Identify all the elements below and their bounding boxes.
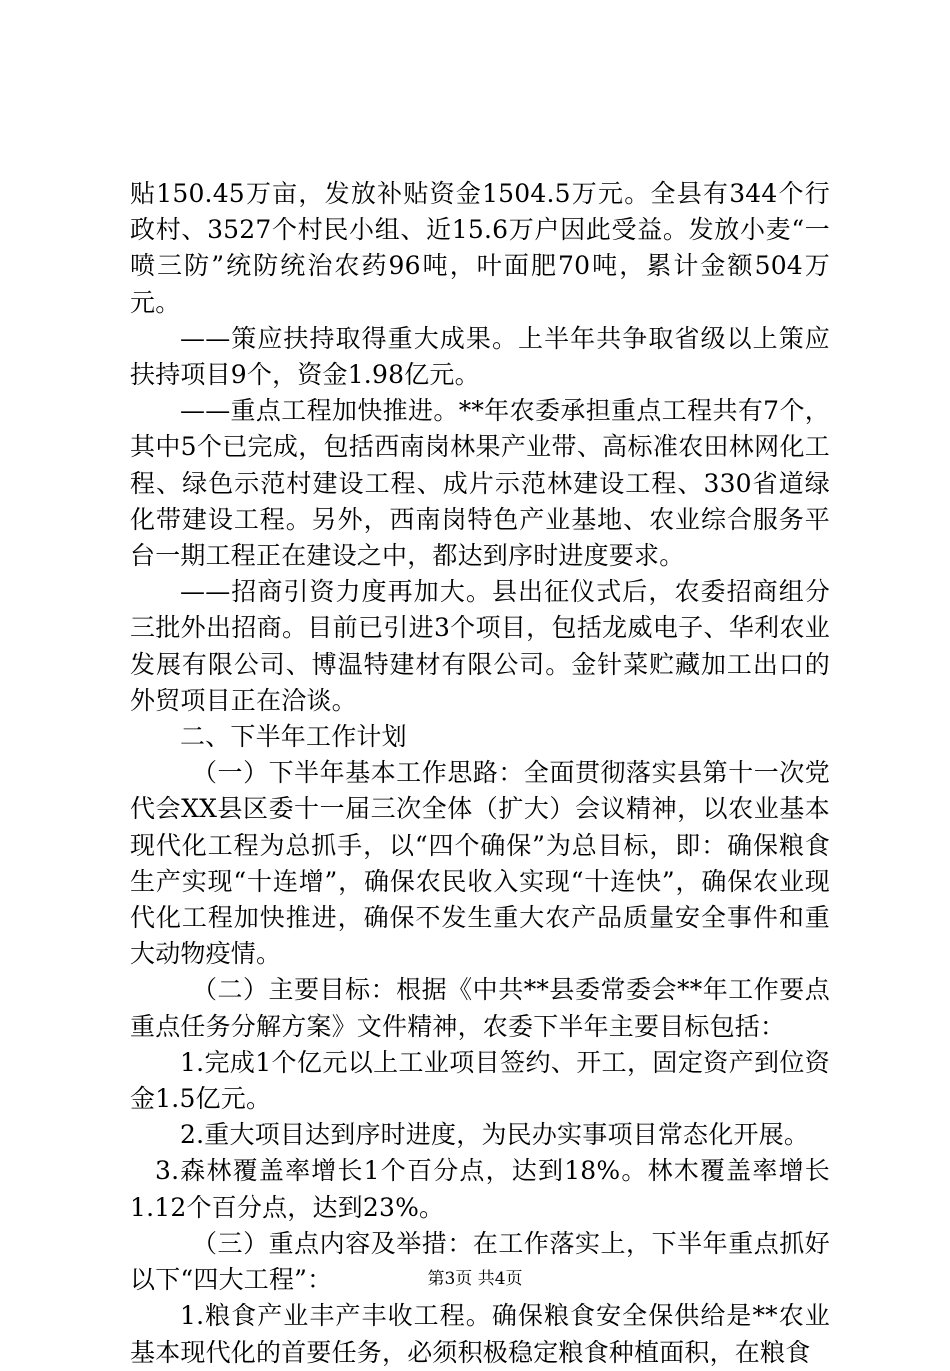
section-heading-2: 二、下半年工作计划 (180, 722, 407, 752)
paragraph-2: ——策应扶持取得重大成果。上半年共争取省级以上策应扶持项目9个，资金1.98亿元。 (130, 323, 830, 390)
paragraph-key-measures: （三）重点内容及举措：在工作落实上，下半年重点抓好以下“四大工程”： (130, 1228, 830, 1295)
list-item-goal-3: 3.森林覆盖率增长1个百分点，达到18%。林木覆盖率增长1.12个百分点，达到23%。 (130, 1156, 830, 1222)
page-footer: 第3页 共4页 (427, 1269, 523, 1289)
paragraph-work-idea: （一）下半年基本工作思路：全面贯彻落实县第十一次党代会XX县区委十一届三次全体（扩大）会议精神，以农业基本现代化工程为总抓手，以“四个确保”为总目标，即：确保粮食生产实现“十连增”，确保农民收入实现“十连快”，确保农业现代化工程加快推进，确保不发生重大农产品质量安全事件和重大动物疫情。 (130, 758, 830, 969)
list-item-project-1: 1.粮食产业丰产丰收工程。确保粮食安全保供给是**农业基本现代化的首要任务，必须积极稳定粮食种植面积，在粮食 (130, 1301, 830, 1367)
paragraph-3: ——重点工程加快推进。**年农委承担重点工程共有7个，其中5个已完成，包括西南岗林果产业带、高标准农田林网化工程、绿色示范村建设工程、成片示范林建设工程、330省道绿化带建设工程。另外，西南岗特色产业基地、农业综合服务平台一期工程正在建设之中，都达到序时进度要求。 (130, 396, 830, 571)
list-item-goal-1: 1.完成1个亿元以上工业项目签约、开工，固定资产到位资金1.5亿元。 (130, 1047, 830, 1114)
list-item-goal-2: 2.重大项目达到序时进度，为民办实事项目常态化开展。 (180, 1120, 810, 1150)
paragraph-1: 贴150.45万亩，发放补贴资金1504.5万元。全县有344个行政村、3527个村民小组、近15.6万户因此受益。发放小麦“一喷三防”统防统治农药96吨，叶面肥70吨，累计金额504万元。 (130, 179, 830, 317)
document-body (130, 176, 830, 1371)
paragraph-4: ——招商引资力度再加大。县出征仪式后，农委招商组分三批外出招商。目前已引进3个项目，包括龙威电子、华利农业发展有限公司、博温特建材有限公司。金针菜贮藏加工出口的外贸项目正在洽谈。 (130, 577, 830, 715)
paragraph-main-goals: （二）主要目标：根据《中共**县委常委会**年工作要点重点任务分解方案》文件精神，农委下半年主要目标包括： (130, 975, 830, 1041)
